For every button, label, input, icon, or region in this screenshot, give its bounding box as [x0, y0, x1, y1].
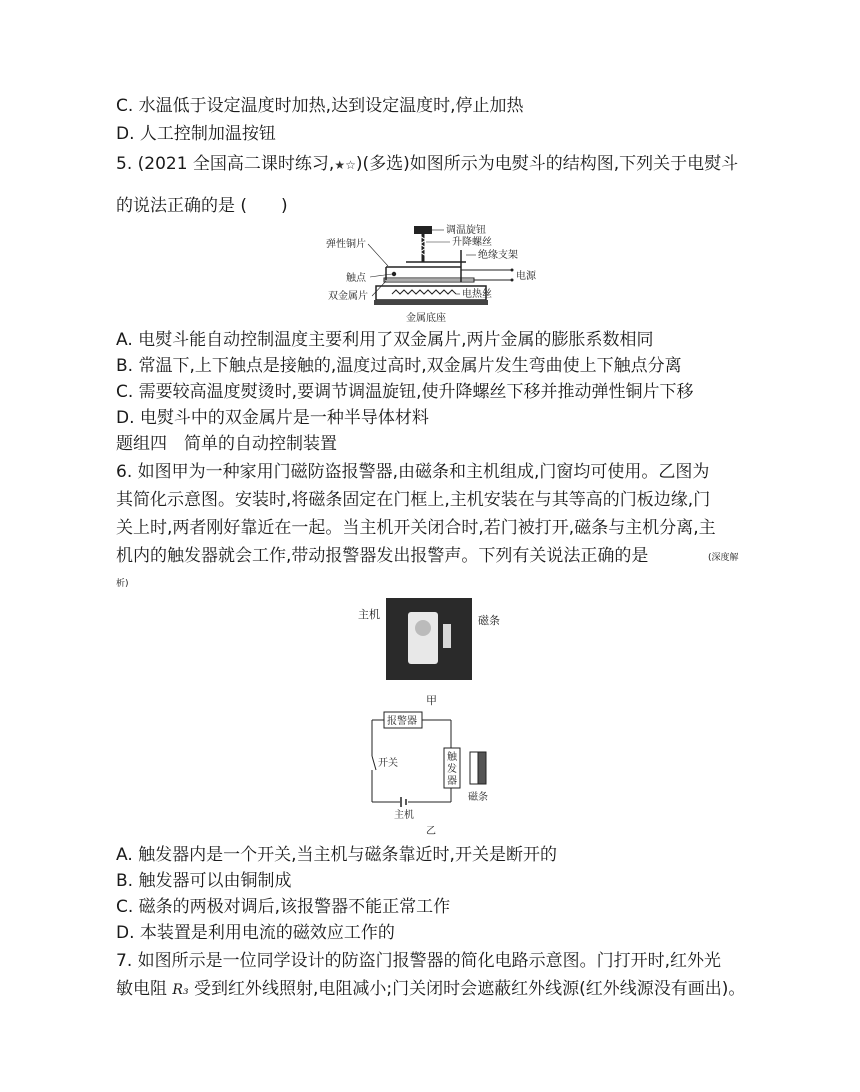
resistor-symbol: R₃	[172, 982, 189, 998]
magnet-strip-shape	[443, 624, 451, 648]
label-screw: 升降螺丝	[452, 237, 492, 248]
host-unit-shape	[408, 612, 438, 664]
label-heater: 电热丝	[462, 289, 492, 300]
q6-tag-close	[116, 570, 129, 596]
circuit-label-host: 主机	[394, 810, 414, 821]
alarm-circuit-diagram	[356, 708, 506, 838]
photo-label-magnet: 磁条	[478, 614, 500, 627]
photo-caption: 甲	[426, 694, 437, 707]
label-knob: 调温旋钮	[446, 225, 486, 236]
q5-option-b: B. 常温下,上下触点是接触的,温度过高时,双金属片发生弯曲使上下触点分离	[116, 356, 682, 376]
q4-option-c: C. 水温低于设定温度时加热,达到设定温度时,停止加热	[116, 96, 524, 116]
circuit-label-alarm: 报警器	[387, 716, 417, 727]
label-contact: 触点	[346, 273, 366, 284]
circuit-label-trigger-2: 发	[447, 764, 457, 775]
circuit-label-switch: 开关	[378, 758, 398, 769]
difficulty-stars-icon: ★☆	[334, 158, 356, 172]
q7-line2-suffix: 受到红外线照射,电阻减小;门关闭时会遮蔽红外线源(红外线源没有画出)。	[188, 979, 746, 999]
circuit-label-trigger-3: 器	[447, 776, 457, 787]
circuit-caption: 乙	[426, 826, 436, 837]
q6-option-a: A. 触发器内是一个开关,当主机与磁条靠近时,开关是断开的	[116, 845, 557, 865]
label-base: 金属底座	[406, 313, 446, 324]
photo-label-host: 主机	[358, 608, 380, 621]
label-power: 电源	[516, 271, 536, 282]
q7-line2-prefix: 敏电阻	[116, 979, 173, 999]
q4-option-d: D. 人工控制加温按钮	[116, 124, 276, 144]
q5-suffix: )(多选)如图所示为电熨斗的结构图,下列关于电熨斗	[355, 154, 739, 174]
q6-option-d: D. 本装置是利用电流的磁效应工作的	[116, 923, 395, 943]
iron-structure-figure	[326, 222, 546, 326]
deep-analysis-tag: (深度解	[708, 553, 739, 563]
q5-option-d: D. 电熨斗中的双金属片是一种半导体材料	[116, 408, 429, 428]
q6-stem-line2: 其简化示意图。安装时,将磁条固定在门框上,主机安装在与其等高的门板边缘,门	[116, 490, 711, 510]
group4-heading: 题组四 简单的自动控制装置	[116, 434, 337, 454]
q5-option-c: C. 需要较高温度熨烫时,要调节调温旋钮,使升降螺丝下移并推动弹性铜片下移	[116, 382, 694, 402]
circuit-label-magnet: 磁条	[468, 792, 488, 803]
q5-stem-line2: 的说法正确的是 ( )	[116, 196, 288, 216]
label-spring: 弹性铜片	[326, 239, 366, 250]
q7-stem-line2	[116, 977, 745, 1002]
q6-stem-line4: 机内的触发器就会工作,带动报警器发出报警声。下列有关说法正确的是	[116, 546, 649, 566]
alarm-photo	[386, 598, 472, 680]
q5-stem-line1	[116, 152, 738, 177]
q5-option-a: A. 电熨斗能自动控制温度主要利用了双金属片,两片金属的膨胀系数相同	[116, 330, 654, 350]
deep-analysis-tag-end: 析)	[116, 579, 129, 589]
q6-stem-line1: 6. 如图甲为一种家用门磁防盗报警器,由磁条和主机组成,门窗均可使用。乙图为	[116, 462, 710, 482]
q7-stem-line1: 7. 如图所示是一位同学设计的防盗门报警器的简化电路示意图。门打开时,红外光	[116, 951, 722, 971]
label-bimetal: 双金属片	[328, 291, 368, 302]
q6-option-b: B. 触发器可以由铜制成	[116, 871, 292, 891]
label-bracket: 绝缘支架	[478, 250, 518, 261]
q6-option-c: C. 磁条的两极对调后,该报警器不能正常工作	[116, 897, 451, 917]
knob-shape	[414, 226, 432, 234]
q5-prefix: 5. (2021 全国高二课时练习,	[116, 154, 335, 174]
q6-stem-line3: 关上时,两者刚好靠近在一起。当主机开关闭合时,若门被打开,磁条与主机分离,主	[116, 518, 716, 538]
q6-tag-open	[708, 544, 739, 570]
circuit-label-trigger-1: 触	[447, 752, 457, 763]
